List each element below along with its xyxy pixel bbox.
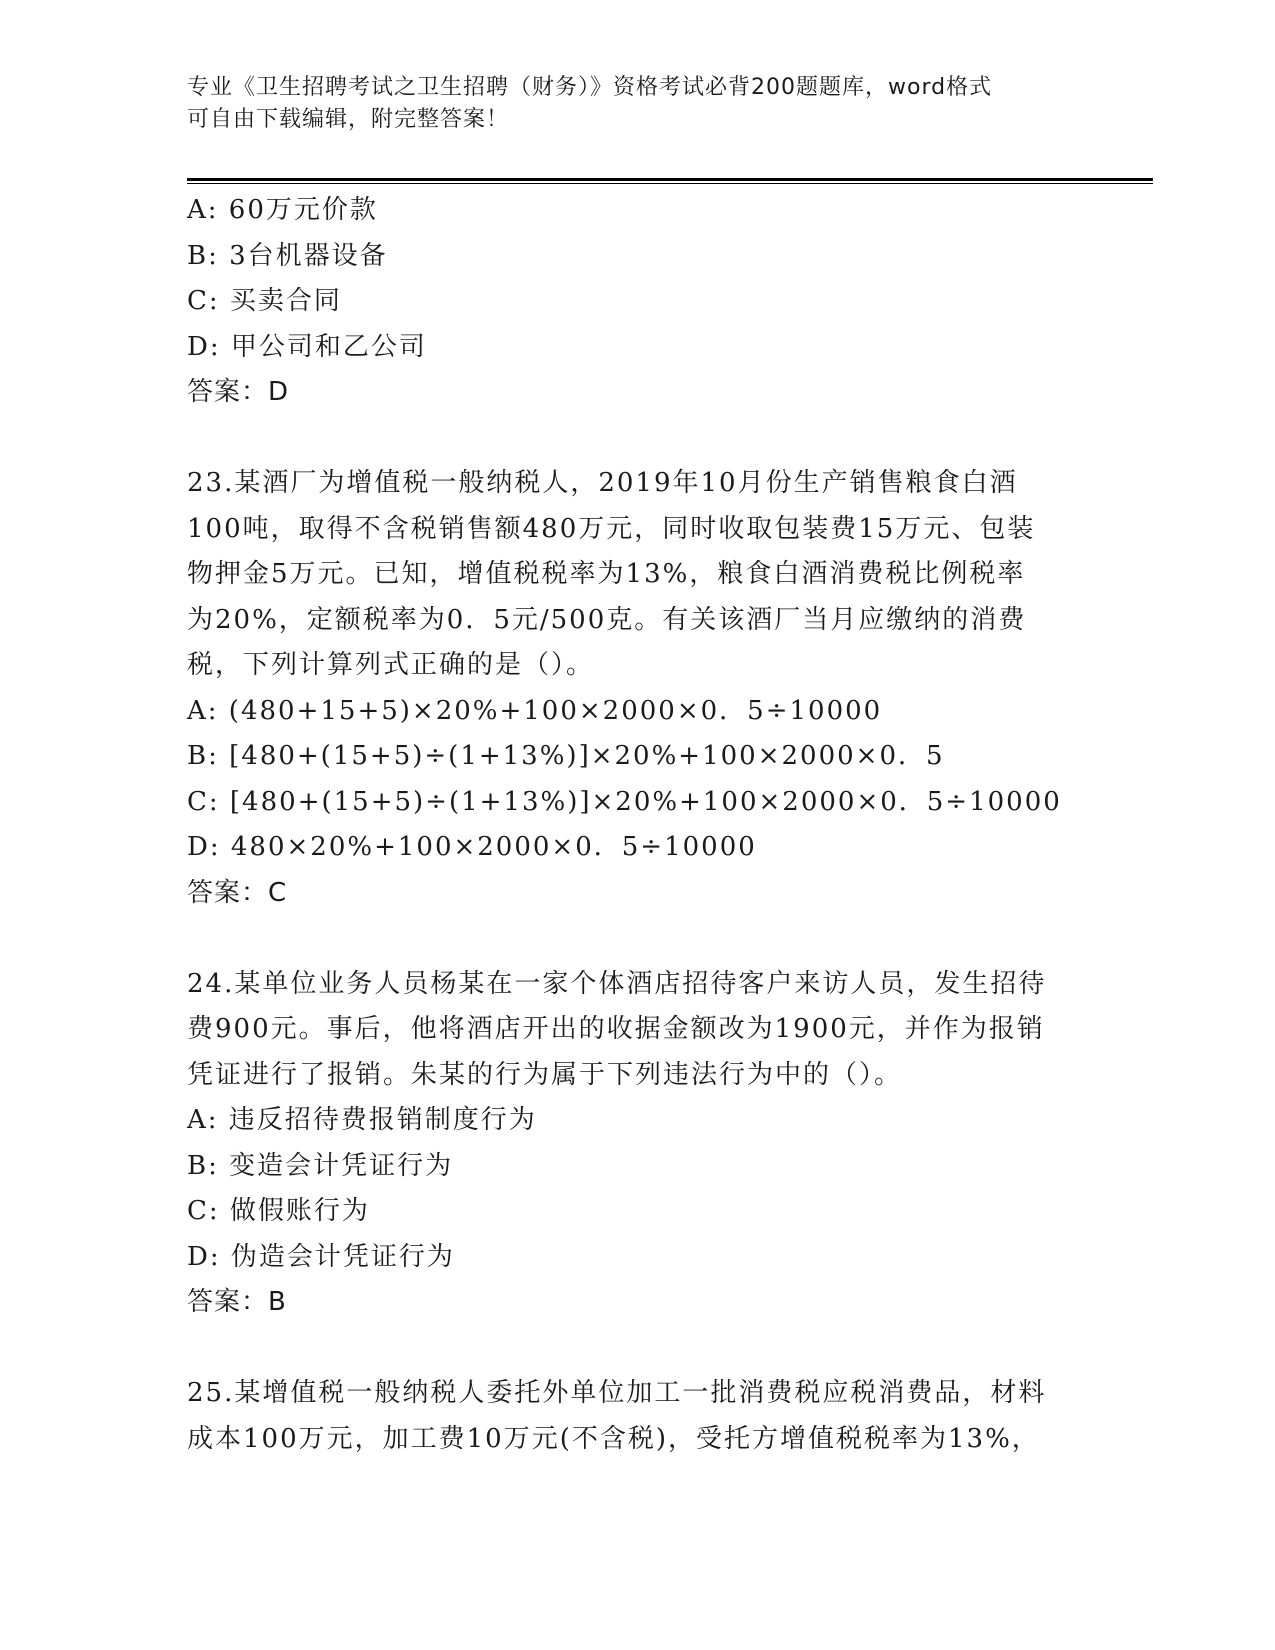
question-stem-line: 税，下列计算列式正确的是（）。 — [187, 650, 595, 680]
option-a: A: (480+15+5)×20%+100×2000×0．5÷10000 — [187, 695, 883, 726]
question-25 — [187, 1371, 1067, 1462]
option-b: B: 3台机器设备 — [187, 240, 388, 271]
question-24 — [187, 962, 1067, 1326]
question-stem-line: 为20%，定额税率为0．5元/500克。有关该酒厂当月应缴纳的消费 — [187, 604, 1027, 635]
option-b: B: 变造会计凭证行为 — [187, 1150, 454, 1181]
spacer — [187, 1326, 1067, 1372]
header-line-2: 可自由下载编辑，附完整答案！ — [187, 107, 510, 132]
option-a: A: 违反招待费报销制度行为 — [187, 1105, 537, 1135]
option-a: A: 60万元价款 — [187, 195, 378, 225]
spacer — [187, 916, 1067, 962]
question-22 — [187, 188, 1067, 416]
question-stem-line: 100吨，取得不含税销售额480万元，同时收取包装费15万元、包装 — [187, 513, 1036, 544]
option-c: C: 做假账行为 — [187, 1196, 370, 1226]
answer: 答案：C — [187, 877, 288, 908]
document-header — [187, 72, 1067, 136]
header-line-1: 专业《卫生招聘考试之卫生招聘（财务）》资格考试必背200题题库，word格式 — [187, 75, 993, 100]
document-body — [187, 188, 1067, 1462]
answer: 答案：B — [187, 1287, 287, 1317]
option-d: D: 480×20%+100×2000×0．5÷10000 — [187, 832, 757, 862]
question-stem-line: 物押金5万元。已知，增值税税率为13%，粮食白酒消费税比例税率 — [187, 559, 1026, 589]
question-stem-line: 费900元。事后，他将酒店开出的收据金额改为1900元，并作为报销 — [187, 1014, 1045, 1044]
option-d: D: 甲公司和乙公司 — [187, 331, 427, 362]
question-stem-line: 25.某增值税一般纳税人委托外单位加工一批消费税应税消费品，材料 — [187, 1378, 1047, 1408]
spacer — [187, 416, 1067, 462]
option-d: D: 伪造会计凭证行为 — [187, 1241, 455, 1272]
question-stem-line: 24.某单位业务人员杨某在一家个体酒店招待客户来访人员，发生招待 — [187, 968, 1047, 999]
question-stem-line: 23.某酒厂为增值税一般纳税人，2019年10月份生产销售粮食白酒 — [187, 468, 1018, 498]
header-divider-thick — [187, 178, 1153, 181]
header-divider-thin — [187, 183, 1153, 184]
question-23 — [187, 461, 1067, 916]
option-c: C: [480+(15+5)÷(1+13%)]×20%+100×2000×0．5÷10000 — [187, 786, 1062, 817]
option-b: B: [480+(15+5)÷(1+13%)]×20%+100×2000×0．5 — [187, 741, 945, 771]
answer: 答案：D — [187, 377, 290, 407]
option-c: C: 买卖合同 — [187, 286, 342, 316]
question-stem-line: 凭证进行了报销。朱某的行为属于下列违法行为中的（）。 — [187, 1059, 903, 1090]
question-stem-line: 成本100万元，加工费10万元(不含税)，受托方增值税税率为13%， — [187, 1423, 1040, 1454]
